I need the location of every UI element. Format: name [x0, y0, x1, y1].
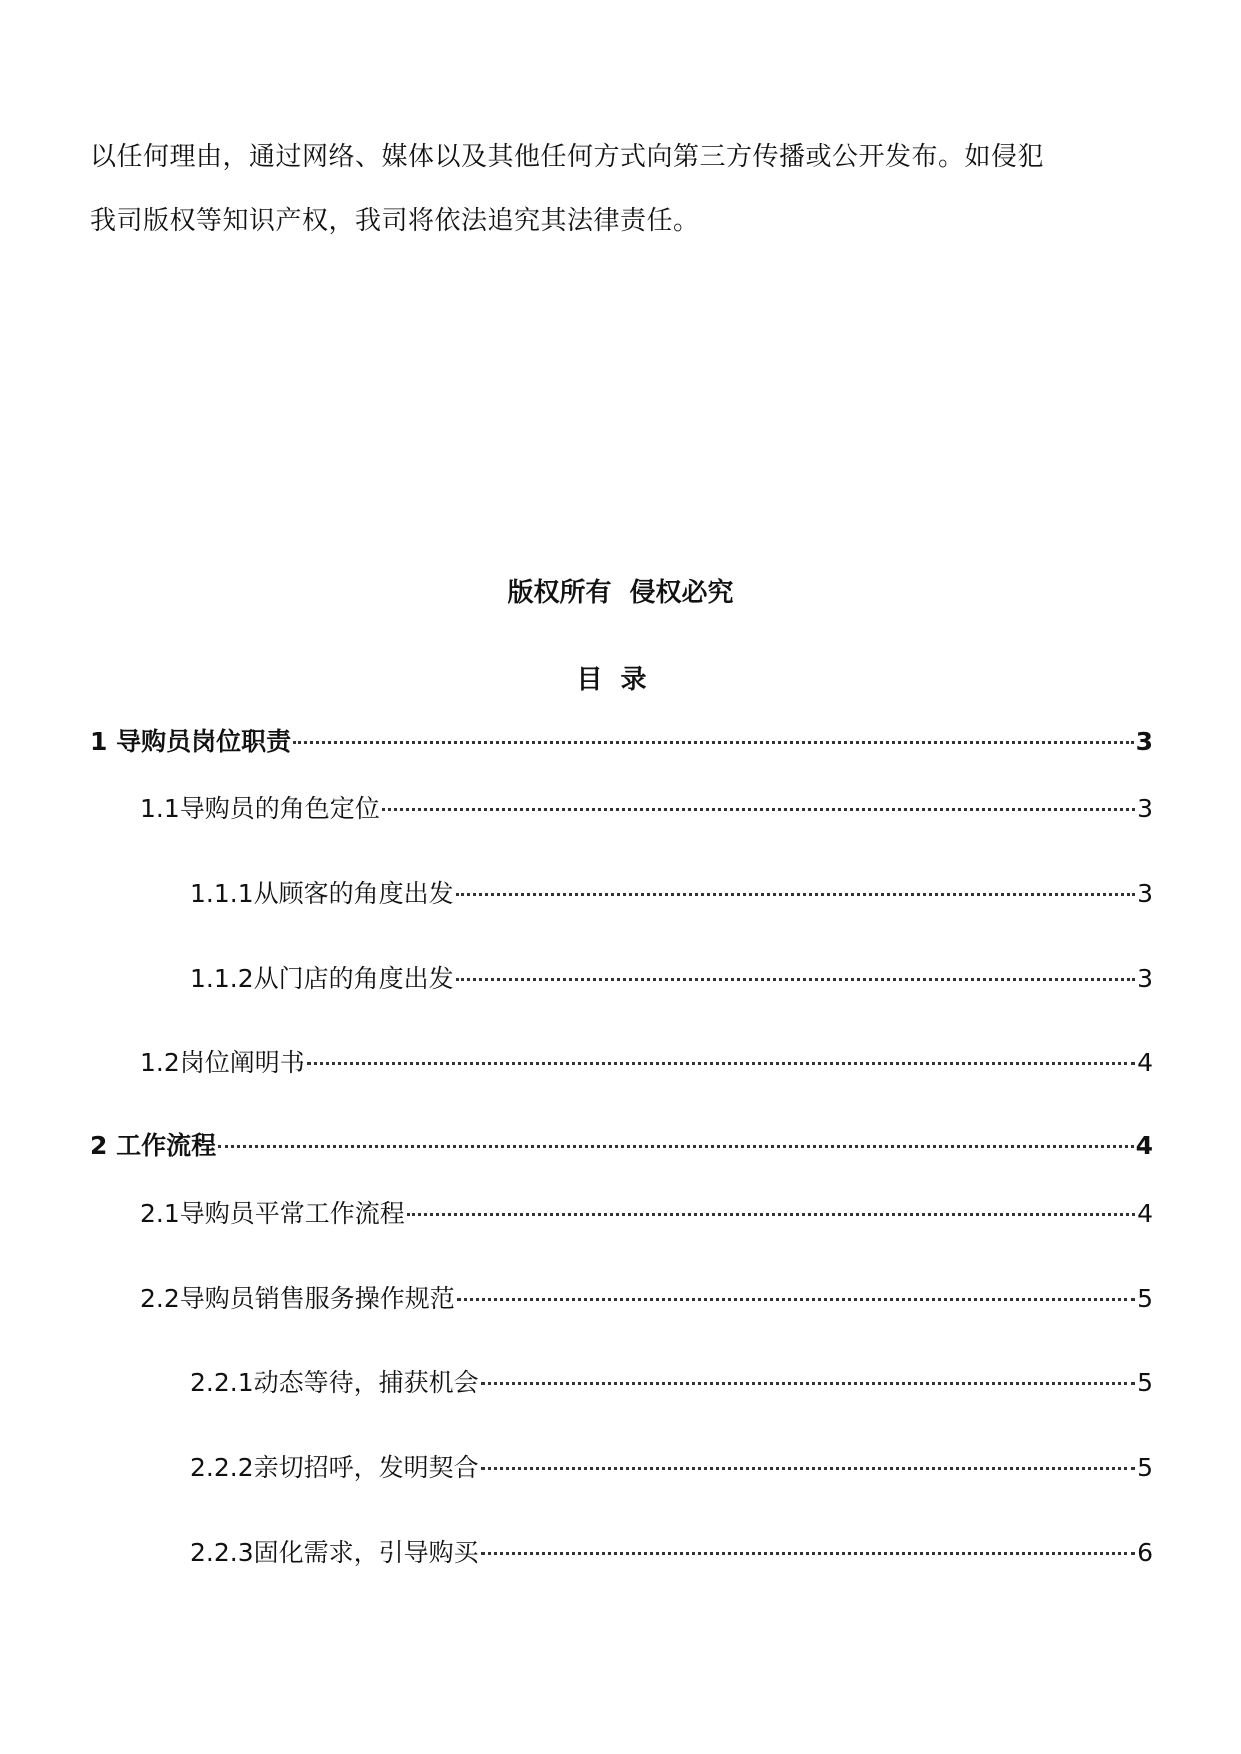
toc-entry[interactable]	[140, 793, 1153, 825]
toc-page-number: 5	[1137, 1284, 1153, 1313]
toc-leader	[218, 1145, 1133, 1148]
toc-entry-label: 2.2.1动态等待，捕获机会	[190, 1368, 479, 1397]
toc-entry-label: 2 工作流程	[90, 1131, 217, 1160]
toc-entry-label: 1 导购员岗位职责	[90, 727, 292, 756]
toc-entry[interactable]	[90, 1130, 1153, 1162]
toc-page-number: 4	[1137, 1199, 1153, 1228]
toc-leader	[481, 1467, 1135, 1470]
toc-entry[interactable]	[190, 878, 1153, 910]
toc-entry-label: 1.1导购员的角色定位	[140, 794, 380, 823]
intro-line-1: 以任何理由，通过网络、媒体以及其他任何方式向第三方传播或公开发布。如侵犯	[90, 142, 1045, 172]
toc-entry-label: 1.1.1从顾客的角度出发	[190, 879, 454, 908]
toc-entry-label: 2.2.2亲切招呼，发明契合	[190, 1453, 479, 1482]
toc-page-number: 3	[1137, 794, 1153, 823]
toc-page-number: 5	[1137, 1453, 1153, 1482]
toc-leader	[293, 741, 1133, 744]
toc-leader	[407, 1213, 1135, 1216]
toc-leader	[457, 1298, 1135, 1301]
toc-entry[interactable]	[90, 726, 1153, 758]
toc-entry-label: 2.2.3固化需求，引导购买	[190, 1538, 479, 1567]
toc-entry[interactable]	[140, 1047, 1153, 1079]
toc-page-number: 4	[1135, 1131, 1153, 1160]
toc-entry[interactable]	[190, 1537, 1153, 1569]
toc-page-number: 3	[1137, 879, 1153, 908]
toc-page-number: 4	[1137, 1048, 1153, 1077]
toc-entry-label: 2.2导购员销售服务操作规范	[140, 1284, 455, 1313]
toc-leader	[382, 808, 1135, 811]
toc-entry[interactable]	[140, 1198, 1153, 1230]
intro-line-2: 我司版权等知识产权，我司将依法追究其法律责任。	[90, 206, 700, 236]
toc-entry-label: 2.1导购员平常工作流程	[140, 1199, 405, 1228]
toc-entry[interactable]	[140, 1283, 1153, 1315]
toc-entry-label: 1.2岗位阐明书	[140, 1048, 305, 1077]
toc-leader	[456, 978, 1135, 981]
toc-page-number: 6	[1137, 1538, 1153, 1567]
toc-leader	[456, 893, 1135, 896]
toc-page-number: 3	[1137, 964, 1153, 993]
toc-entry[interactable]	[190, 963, 1153, 995]
toc-leader	[481, 1552, 1135, 1555]
toc-page-number: 3	[1135, 727, 1153, 756]
toc-leader	[307, 1062, 1135, 1065]
toc-title: 目录	[576, 665, 665, 695]
toc-entry[interactable]	[190, 1367, 1153, 1399]
toc-page-number: 5	[1137, 1368, 1153, 1397]
toc-leader	[481, 1382, 1135, 1385]
toc-entry[interactable]	[190, 1452, 1153, 1484]
toc-entry-label: 1.1.2从门店的角度出发	[190, 964, 454, 993]
copyright-notice: 版权所有 侵权必究	[507, 578, 734, 608]
